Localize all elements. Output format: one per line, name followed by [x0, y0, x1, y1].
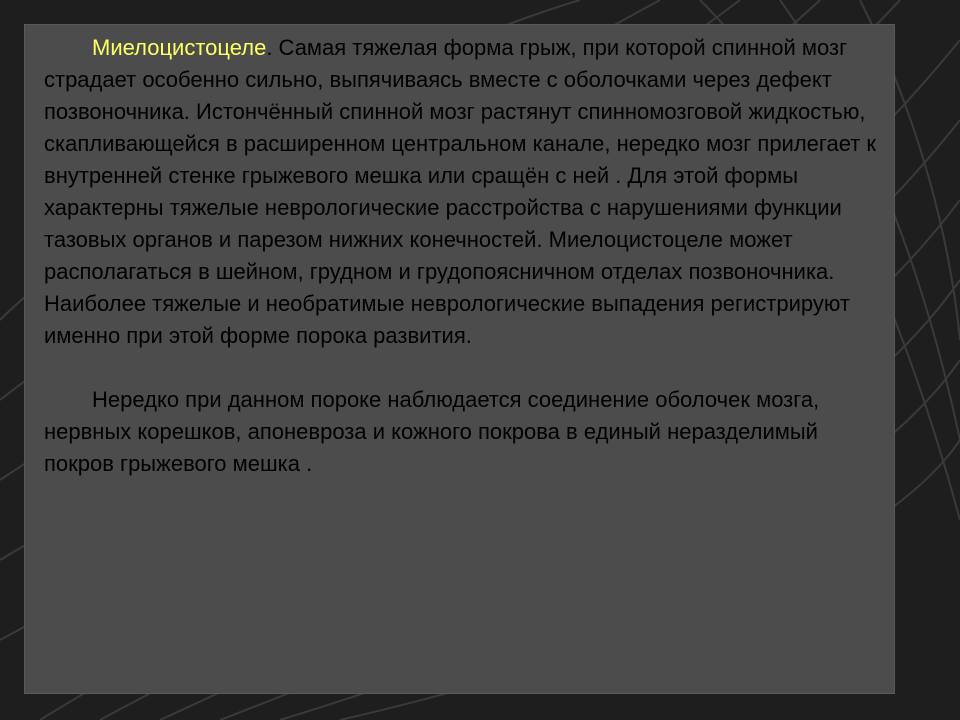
paragraph-1 [44, 32, 894, 352]
paragraph-2 [44, 384, 894, 480]
paragraph-2-text: Нередко при данном пороке наблюдается соединение оболочек мозга, нервных корешков, апоневроза и кожного покрова в единый неразделимый покров грыжевого мешка . [44, 387, 820, 476]
paragraph-1-text: . Самая тяжелая форма грыж, при которой спинной мозг страдает особенно сильно, выпячиваясь вместе с оболочками через дефект позвоночника. Истончённый спинной мозг растянут спинномозговой жидкостью, скапливающейся в расширенном центральном канале, нередко мозг прилегает к внутренней стенке грыжевого мешка или сращён с ней . Для этой формы характерны тяжелые неврологические расстройства с нарушениями функции тазовых органов и парезом нижних конечностей. Миелоцистоцеле может располагаться в шейном, грудном и грудопоясничном отделах позвоночника. Наиболее тяжелые и необратимые неврологические выпадения регистрируют именно при этой форме порока развития. [44, 35, 877, 348]
slide-text [44, 32, 894, 480]
highlighted-term: Миелоцистоцеле [92, 35, 267, 60]
